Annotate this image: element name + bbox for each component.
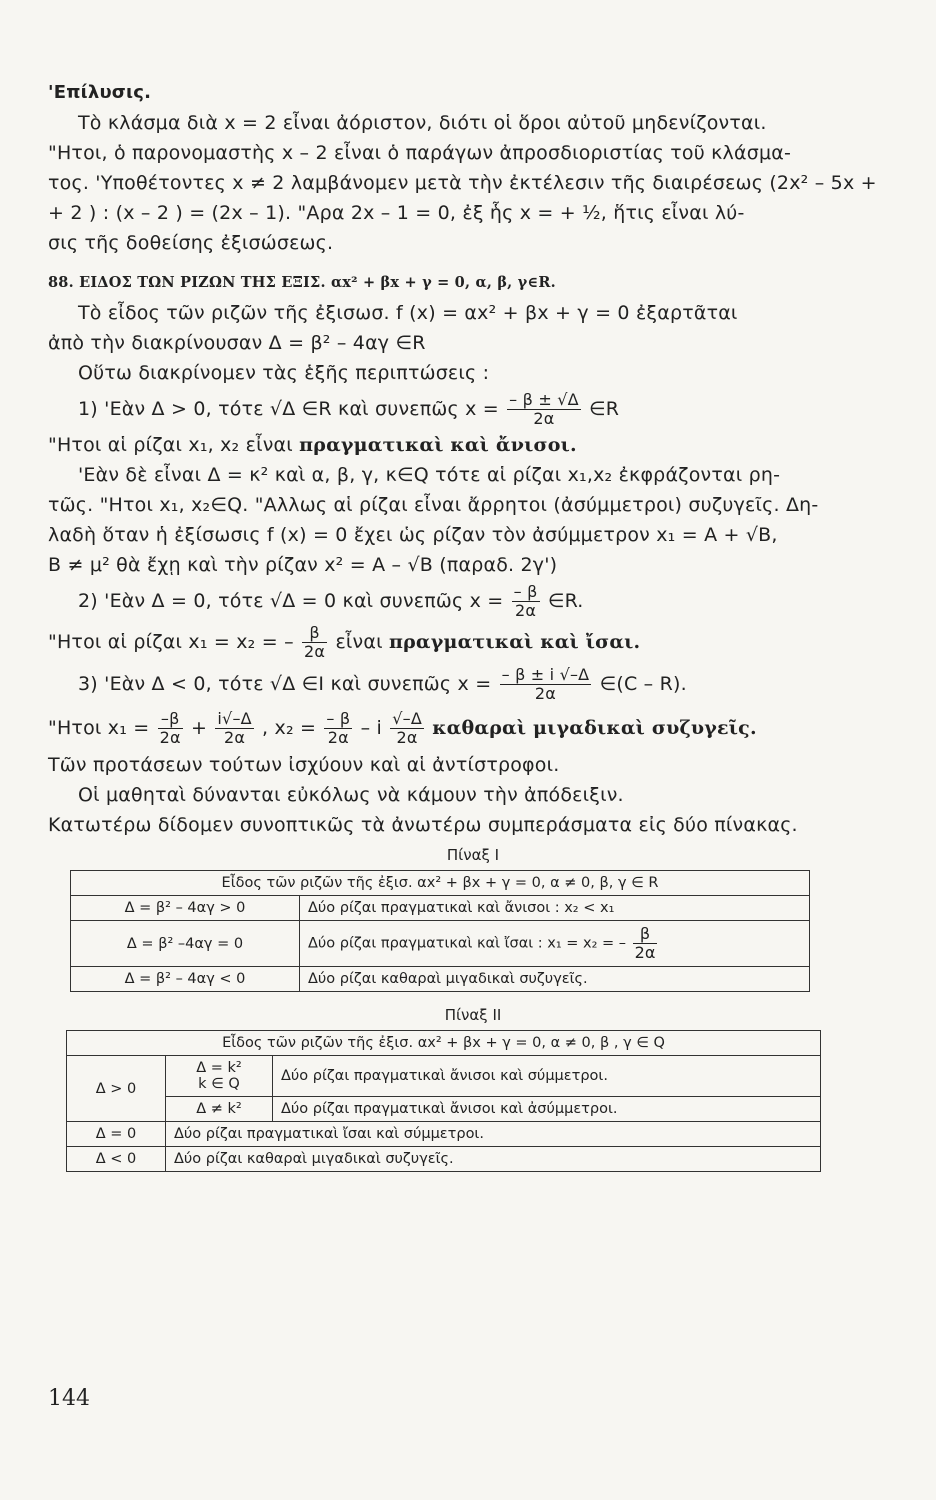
table-cell: Δ = β² –4αγ = 0 xyxy=(71,921,300,967)
solution-heading: 'Επίλυσις. xyxy=(48,82,152,103)
case-3-roots: "Ητοι x₁ = $\frac{-\beta}{2\alpha}$ + $\frac{i√-\Delta}{2\alpha}$ , x₂ = $\frac{- \beta}{2\alpha}$ – i $\frac{√-\Delta}{2\alpha}$ καθαραὶ μιγαδικαὶ συζυγεῖς. xyxy=(48,709,757,747)
case-3-fraction: $\frac{- \beta \pm i √-\Delta}{2\alpha}$ xyxy=(501,665,590,703)
section-title: 88. ΕΙΔΟΣ ΤΩΝ ΡΙΖΩΝ ΤΗΣ ΕΞΙΣ. αx² + βx + γ = 0, α, β, γ∈R. xyxy=(48,274,556,291)
case-2-roots-fraction: $\frac{\beta}{2\alpha}$ xyxy=(304,623,326,661)
table-cell: Δύο ρίζαι πραγματικαὶ ἴσαι καὶ σύμμετροι. xyxy=(166,1122,821,1147)
table-row xyxy=(67,1147,821,1172)
case-1-roots: "Ητοι αἱ ρίζαι x₁, x₂ εἶναι πραγματικαὶ καὶ ἄνισοι. xyxy=(48,434,577,456)
case-3-line xyxy=(48,662,898,706)
table-row xyxy=(71,921,810,967)
solution-text xyxy=(48,108,898,258)
case-1-more: λαδὴ ὅταν ἡ ἐξίσωσις f (x) = 0 ἔχει ὡς ρίζαν τὸν ἀσύμμετρον x₁ = A + √B, xyxy=(48,524,778,546)
table-row xyxy=(67,1097,821,1122)
case-3-roots-bold: καθαραὶ μιγαδικαὶ συζυγεῖς. xyxy=(432,717,757,739)
table-cell: Δύο ρίζαι πραγματικαὶ ἄνισοι καὶ ἀσύμμετροι. xyxy=(273,1097,821,1122)
table-row xyxy=(71,967,810,992)
page-body xyxy=(48,78,898,1172)
table-cell: Δ < 0 xyxy=(67,1147,166,1172)
case-1-roots-bold: πραγματικαὶ καὶ ἄνισοι. xyxy=(299,434,577,456)
table-row xyxy=(71,871,810,896)
table-row xyxy=(67,1031,821,1056)
intro-line: Τὸ εἶδος τῶν ριζῶν τῆς ἐξισωσ. f (x) = αx² + βx + γ = 0 ἐξαρτᾶται xyxy=(78,302,738,324)
table-cell: Δ = 0 xyxy=(67,1122,166,1147)
table-cell: Δ ≠ k² xyxy=(166,1097,273,1122)
case-1-text: 1) 'Εὰν Δ > 0, τότε √Δ ∈R καὶ συνεπῶς x = xyxy=(78,398,499,420)
table-cell: Δ > 0 xyxy=(67,1056,166,1122)
table-1-caption: Πίναξ Ι xyxy=(446,846,500,864)
case-1-more: τῶς. "Ητοι x₁, x₂∈Q. "Αλλως αἱ ρίζαι εἶναι ἄρρητοι (ἀσύμμετροι) συζυγεῖς. Δη- xyxy=(48,494,819,516)
closing-line: Τῶν προτάσεων τούτων ἰσχύουν καὶ αἱ ἀντίστροφοι. xyxy=(48,754,560,776)
case-1-fraction: $\frac{- \beta \pm √\Delta}{2\alpha}$ xyxy=(509,390,579,428)
case-2-roots-bold: πραγματικαὶ καὶ ἴσαι. xyxy=(388,631,641,653)
case-2-text: 2) 'Εὰν Δ = 0, τότε √Δ = 0 καὶ συνεπῶς x = xyxy=(78,590,504,612)
table-cell: Δ = β² – 4αγ < 0 xyxy=(71,967,300,992)
table-row xyxy=(67,1056,821,1097)
case-1-tail: ∈R xyxy=(589,398,620,420)
solution-line: "Ητοι, ὁ παρονομαστὴς x – 2 εἶναι ὁ παράγων ἀπροσδιοριστίας τοῦ κλάσμα- xyxy=(48,142,792,164)
case-2-tail: ∈R. xyxy=(547,590,584,612)
table-cell: Δ = β² – 4αγ > 0 xyxy=(71,896,300,921)
case-2-roots: "Ητοι αἱ ρίζαι x₁ = x₂ = – $\frac{\beta}{2\alpha}$ εἶναι πραγματικαὶ καὶ ἴσαι. xyxy=(48,623,641,661)
case-1-more: 'Εὰν δὲ εἶναι Δ = κ² καὶ α, β, γ, κ∈Q τότε αἱ ρίζαι x₁,x₂ ἐκφράζονται ρη- xyxy=(78,464,781,486)
closing-line: Κατωτέρω δίδομεν συνοπτικῶς τὰ ἀνωτέρω συμπεράσματα εἰς δύο πίνακας. xyxy=(48,814,798,836)
table-2 xyxy=(66,1030,821,1172)
table-row xyxy=(67,1122,821,1147)
table-cell: Δ = k² k ∈ Q xyxy=(166,1056,273,1097)
table-cell: Δύο ρίζαι πραγματικαὶ καὶ ἄνισοι : x₂ < x₁ xyxy=(300,896,810,921)
case-2-fraction: $\frac{- \beta}{2\alpha}$ xyxy=(513,582,538,620)
intro-line: ἀπὸ τὴν διακρίνουσαν Δ = β² – 4αγ ∈R xyxy=(48,332,426,354)
table-row xyxy=(71,896,810,921)
case-1-line xyxy=(48,388,898,430)
solution-line: τος. 'Υποθέτοντες x ≠ 2 λαμβάνομεν μετὰ τὴν ἐκτέλεσιν τῆς διαιρέσεως (2x² – 5x + xyxy=(48,172,877,194)
case-2-line xyxy=(48,580,898,622)
page-number: 144 xyxy=(48,1386,90,1411)
case-3-text: 3) 'Εὰν Δ < 0, τότε √Δ ∈I καὶ συνεπῶς x = xyxy=(78,673,492,695)
table-2-header: Εἶδος τῶν ριζῶν τῆς ἐξισ. αx² + βx + γ = 0, α ≠ 0, β , γ ∈ Q xyxy=(67,1031,821,1056)
table-cell: Δύο ρίζαι καθαραὶ μιγαδικαὶ συζυγεῖς. xyxy=(300,967,810,992)
solution-line: + 2 ) : (x – 2 ) = (2x – 1). "Αρα 2x – 1 = 0, ἐξ ἧς x = + ½, ἥτις εἶναι λύ- xyxy=(48,202,745,224)
intro-line: Οὕτω διακρίνομεν τὰς ἑξῆς περιπτώσεις : xyxy=(78,362,490,384)
solution-line: σις τῆς δοθείσης ἐξισώσεως. xyxy=(48,232,334,254)
table-1-header: Εἶδος τῶν ριζῶν τῆς ἐξισ. αx² + βx + γ = 0, α ≠ 0, β, γ ∈ R xyxy=(71,871,810,896)
table-1 xyxy=(70,870,810,992)
table-cell: Δύο ρίζαι καθαραὶ μιγαδικαὶ συζυγεῖς. xyxy=(166,1147,821,1172)
solution-line: Τὸ κλάσμα διὰ x = 2 εἶναι ἀόριστον, διότι οἱ ὅροι αὐτοῦ μηδενίζονται. xyxy=(78,112,767,134)
closing-line: Οἱ μαθηταὶ δύνανται εὐκόλως νὰ κάμουν τὴν ἀπόδειξιν. xyxy=(78,784,624,806)
table-2-caption: Πίναξ ΙΙ xyxy=(444,1006,502,1024)
case-1-more: B ≠ μ² θὰ ἔχῃ καὶ τὴν ρίζαν x² = A – √B (παραδ. 2γ') xyxy=(48,554,558,576)
table-cell: Δύο ρίζαι πραγματικαὶ καὶ ἴσαι : x₁ = x₂ = – $\frac{\beta}{2\alpha}$ xyxy=(300,921,810,967)
case-3-tail: ∈(C – R). xyxy=(599,673,687,695)
table-cell: Δύο ρίζαι πραγματικαὶ ἄνισοι καὶ σύμμετροι. xyxy=(273,1056,821,1097)
